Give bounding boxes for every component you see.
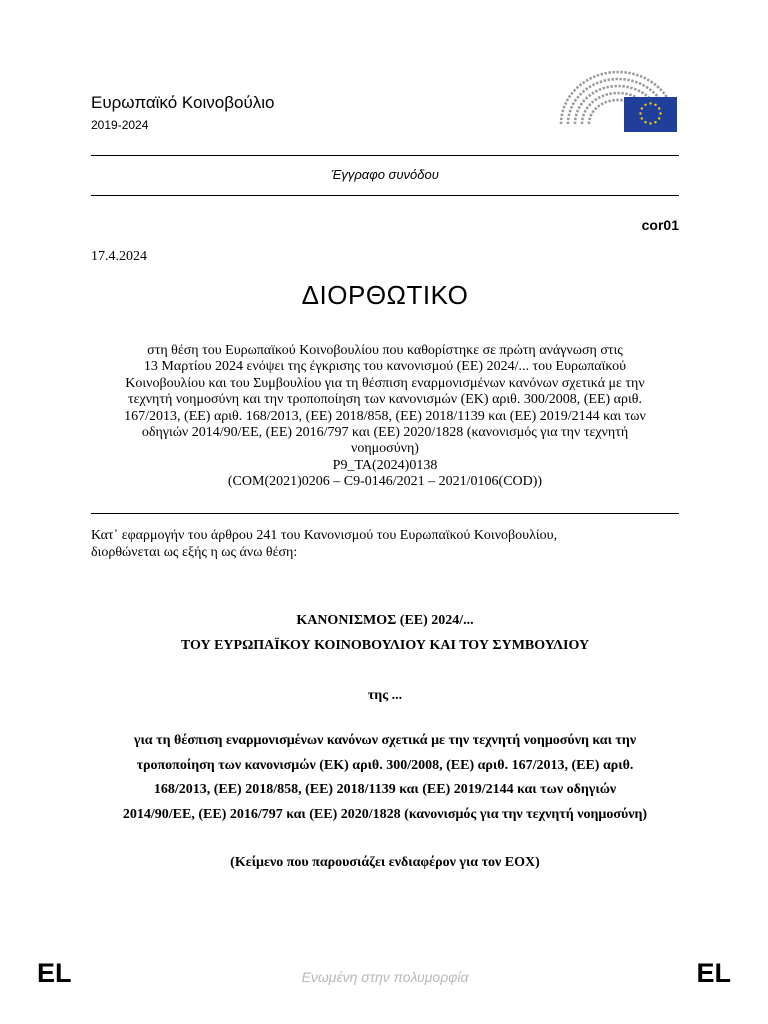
document-title: ΔΙΟΡΘΩΤΙΚΟ xyxy=(301,280,469,310)
intro-line: διορθώνεται ως εξής η ως άνω θέση: xyxy=(91,544,298,560)
correction-intro xyxy=(91,528,651,561)
position-line: τεχνητή νοημοσύνη και την τροποποίηση των κανονισμών (ΕΚ) αριθ. 300/2008, (ΕΕ) αριθ. xyxy=(128,392,642,408)
eu-flag-icon xyxy=(624,97,677,132)
document-reference: cor01 xyxy=(641,217,679,233)
subject-line: 2014/90/ΕΕ, (ΕΕ) 2016/797 και (ΕΕ) 2020/1828 (κανονισμός για την τεχνητή νοημοσύνη) xyxy=(122,806,648,822)
parliamentary-term: 2019-2024 xyxy=(91,118,149,132)
subject-line: τροποποίηση των κανονισμών (ΕΚ) αριθ. 300/2008, (ΕΕ) αριθ. 167/2013, (ΕΕ) αριθ. xyxy=(136,757,634,773)
document-type-divider xyxy=(91,195,679,196)
position-line: οδηγιών 2014/90/ΕΕ, (ΕΕ) 2016/797 και (ΕΕ) 2020/1828 (κανονισμός για την τεχνητή xyxy=(141,425,629,441)
document-type: Έγγραφο συνόδου xyxy=(331,167,439,182)
position-description xyxy=(95,343,675,491)
position-line: Κοινοβουλίου και του Συμβουλίου για τη θέσπιση εναρμονισμένων κανόνων σχετικά με την xyxy=(125,375,645,391)
european-parliament-logo xyxy=(557,66,679,136)
header-divider xyxy=(91,155,679,156)
regulation-issuer: ΤΟΥ ΕΥΡΩΠΑΪΚΟΥ ΚΟΙΝΟΒΟΥΛΙΟΥ ΚΑΙ ΤΟΥ ΣΥΜΒΟΥΛΙΟΥ xyxy=(180,638,590,653)
language-code-right: EL xyxy=(696,958,731,988)
position-line: P9_TA(2024)0138 xyxy=(332,457,438,473)
position-line: νοημοσύνη) xyxy=(351,441,419,457)
position-line: 13 Μαρτίου 2024 ενόψει της έγκρισης του κανονισμού (ΕΕ) 2024/... του Ευρωπαϊκού xyxy=(143,359,627,375)
subject-line: για τη θέσπιση εναρμονισμένων κανόνων σχετικά με την τεχνητή νοημοσύνη και την xyxy=(133,733,637,748)
organisation-name: Ευρωπαϊκό Κοινοβούλιο xyxy=(91,93,275,112)
position-divider xyxy=(91,513,679,514)
position-line: στη θέση του Ευρωπαϊκού Κοινοβουλίου που καθορίστηκε σε πρώτη ανάγνωση στις xyxy=(147,343,623,358)
intro-line: Κατ᾽ εφαρμογήν του άρθρου 241 του Κανονισμού του Ευρωπαϊκού Κοινοβουλίου, xyxy=(91,528,558,543)
language-code-left: EL xyxy=(37,958,72,988)
subject-line: 168/2013, (ΕΕ) 2018/858, (ΕΕ) 2018/1139 και (ΕΕ) 2019/2144 και των οδηγιών xyxy=(153,782,617,797)
regulation-number: ΚΑΝΟΝΙΣΜΟΣ (ΕΕ) 2024/... xyxy=(296,613,474,628)
position-line: (COM(2021)0206 – C9-0146/2021 – 2021/0106(COD)) xyxy=(227,474,543,490)
document-date: 17.4.2024 xyxy=(91,249,147,264)
regulation-date: της ... xyxy=(367,688,403,703)
eea-relevance: (Κείμενο που παρουσιάζει ενδιαφέρον για τον ΕΟΧ) xyxy=(230,855,540,870)
position-line: 167/2013, (ΕΕ) αριθ. 168/2013, (ΕΕ) 2018/858, (ΕΕ) 2018/1139 και (ΕΕ) 2019/2144 και των xyxy=(124,408,646,424)
eu-motto: Ενωμένη στην πολυμορφία xyxy=(301,969,469,985)
regulation-subject xyxy=(91,729,679,827)
